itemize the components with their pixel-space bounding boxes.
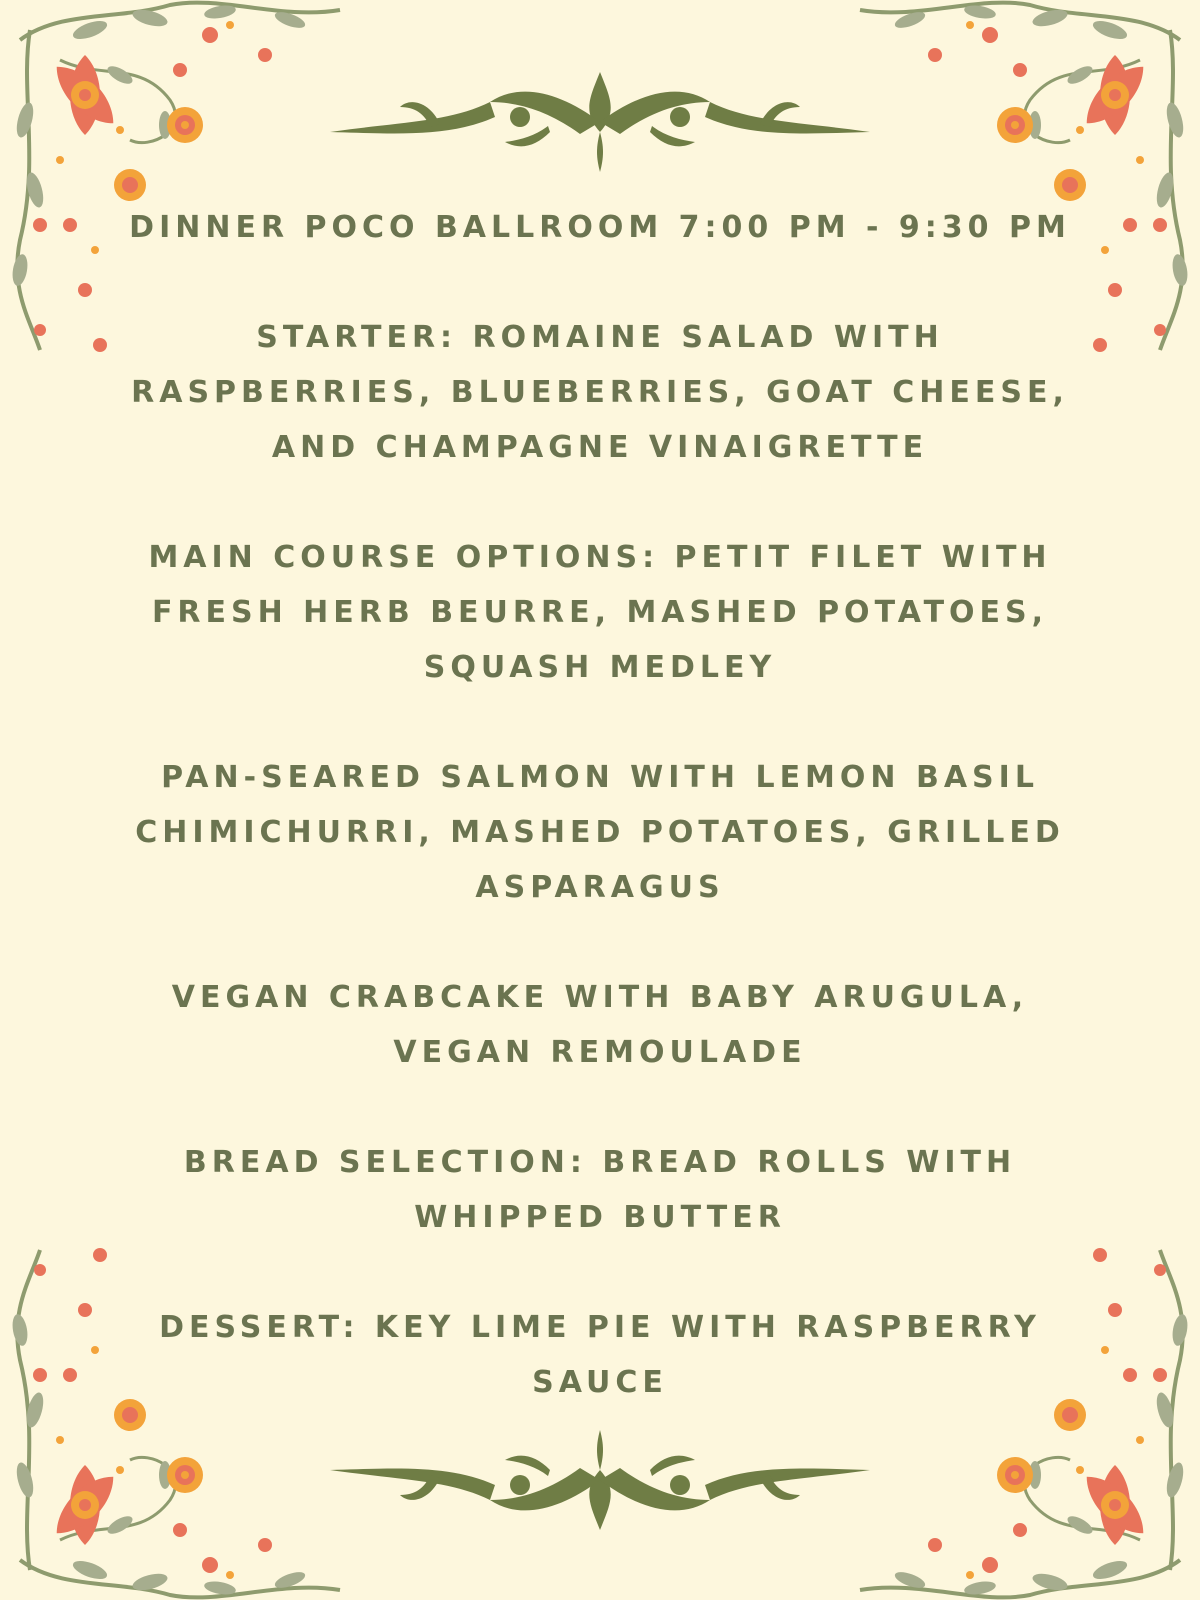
top-flourish-ornament — [320, 62, 880, 182]
dessert-line: SAUCE — [532, 1365, 668, 1400]
main-salmon-line: PAN-SEARED SALMON WITH LEMON BASIL — [161, 760, 1039, 795]
dessert-section — [100, 1300, 1100, 1410]
main-vegan-section — [100, 970, 1100, 1080]
main-filet-line: MAIN COURSE OPTIONS: PETIT FILET WITH — [148, 540, 1052, 575]
dessert-line: DESSERT: KEY LIME PIE WITH RASPBERRY — [159, 1310, 1041, 1345]
starter-line: STARTER: ROMAINE SALAD WITH — [256, 320, 944, 355]
starter-line: AND CHAMPAGNE VINAIGRETTE — [271, 430, 929, 465]
menu-header: DINNER POCO BALLROOM 7:00 PM - 9:30 PM — [129, 210, 1071, 245]
main-filet-line: FRESH HERB BEURRE, MASHED POTATOES, — [151, 595, 1049, 630]
main-salmon-section — [100, 750, 1100, 915]
main-filet-section — [100, 530, 1100, 695]
bread-section — [100, 1135, 1100, 1245]
bottom-flourish-ornament — [320, 1420, 880, 1540]
bread-line: WHIPPED BUTTER — [414, 1200, 786, 1235]
main-salmon-line: ASPARAGUS — [475, 870, 725, 905]
main-vegan-line: VEGAN CRABCAKE WITH BABY ARUGULA, — [171, 980, 1029, 1015]
main-vegan-line: VEGAN REMOULADE — [393, 1035, 807, 1070]
bread-line: BREAD SELECTION: BREAD ROLLS WITH — [183, 1145, 1017, 1180]
menu-text — [100, 200, 1100, 1410]
starter-section — [100, 310, 1100, 475]
main-salmon-line: CHIMICHURRI, MASHED POTATOES, GRILLED — [135, 815, 1065, 850]
main-filet-line: SQUASH MEDLEY — [423, 650, 777, 685]
starter-line: RASPBERRIES, BLUEBERRIES, GOAT CHEESE, — [131, 375, 1069, 410]
